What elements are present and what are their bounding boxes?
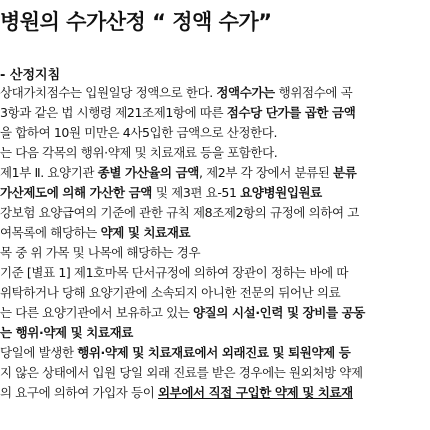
document-title: 병원의 수가산정 “ 정액 수가” xyxy=(0,10,272,34)
body-line xyxy=(0,363,430,383)
text-run: , 제2부 각 장에서 분류된 xyxy=(198,165,334,180)
text-run: 여목록에 해당하는 xyxy=(0,225,101,240)
body-line xyxy=(0,183,430,203)
text-run: 목 중 위 가목 및 나목에 해당하는 경우 xyxy=(0,245,201,260)
body-line xyxy=(0,303,430,323)
text-run: 지 않은 상태에서 입원 당일 외래 진료를 받은 경우에는 원외처방 약제 xyxy=(0,365,363,380)
text-run: 정액수가는 xyxy=(216,85,279,100)
text-run: 상대가치점수는 입원일당 정액으로 한다. xyxy=(0,85,217,100)
text-run: 을 합하여 10원 미만은 4사5입한 금액으로 산정한다. xyxy=(0,125,278,140)
text-run: 분류 xyxy=(333,165,357,180)
section-heading: - 산정지침 xyxy=(0,68,61,83)
body-line xyxy=(0,203,430,223)
body-line xyxy=(0,163,430,183)
body-line xyxy=(0,143,430,163)
text-run: 당일에 발생한 xyxy=(0,345,78,360)
text-run: 의 요구에 의하여 가입자 등이 xyxy=(0,385,158,400)
text-run: 제1부 Ⅱ. 요양기관 xyxy=(0,165,98,180)
body-line xyxy=(0,263,430,283)
text-run: 종별 가산율의 금액 xyxy=(97,165,199,180)
body-line xyxy=(0,123,430,143)
text-run: 외부에서 직접 구입한 약제 및 치료재 xyxy=(157,385,353,400)
text-run: 점수당 단가를 곱한 금액 xyxy=(226,105,356,120)
text-run: 는 행위·약제 및 치료재료 xyxy=(0,325,133,340)
text-run: 3항과 같은 법 시행령 제21조제1항에 따른 xyxy=(0,105,227,120)
text-run: 강보험 요양급여의 기준에 관한 규칙 제8조제2항의 규정에 의하여 고 xyxy=(0,205,359,220)
text-run: 기준 [별표 1] 제1호마목 단서규정에 의하여 장관이 정하는 바에 따 xyxy=(0,265,349,280)
body-line xyxy=(0,383,430,403)
text-run: 행위·약제 및 치료재료에서 외래진료 및 퇴원약제 등 xyxy=(77,345,351,360)
body-line xyxy=(0,83,430,103)
text-run: 및 제3편 요-51 xyxy=(155,185,241,200)
body-line xyxy=(0,243,430,263)
text-run: 가산제도에 의해 가산한 금액 xyxy=(0,185,156,200)
text-run: 위탁하거나 당해 요양기관에 소속되지 아니한 전문의 뒤어난 의료 xyxy=(0,285,341,300)
text-run: 행위점수에 곡 xyxy=(278,85,353,100)
text-run: 는 다른 요양기관에서 보유하고 있는 xyxy=(0,305,193,320)
body-line xyxy=(0,103,430,123)
text-run: 양질의 시설·인력 및 장비를 공동 xyxy=(193,305,365,320)
body-line xyxy=(0,323,430,343)
text-run: 요양병원입원료 xyxy=(240,185,322,200)
text-run: 는 다음 각목의 행위·약제 및 치료재료 등을 포함한다. xyxy=(0,145,278,160)
body-line xyxy=(0,343,430,363)
body-line xyxy=(0,223,430,243)
document-body xyxy=(0,83,430,403)
text-run: 약제 및 치료재료 xyxy=(100,225,191,240)
body-line xyxy=(0,283,430,303)
